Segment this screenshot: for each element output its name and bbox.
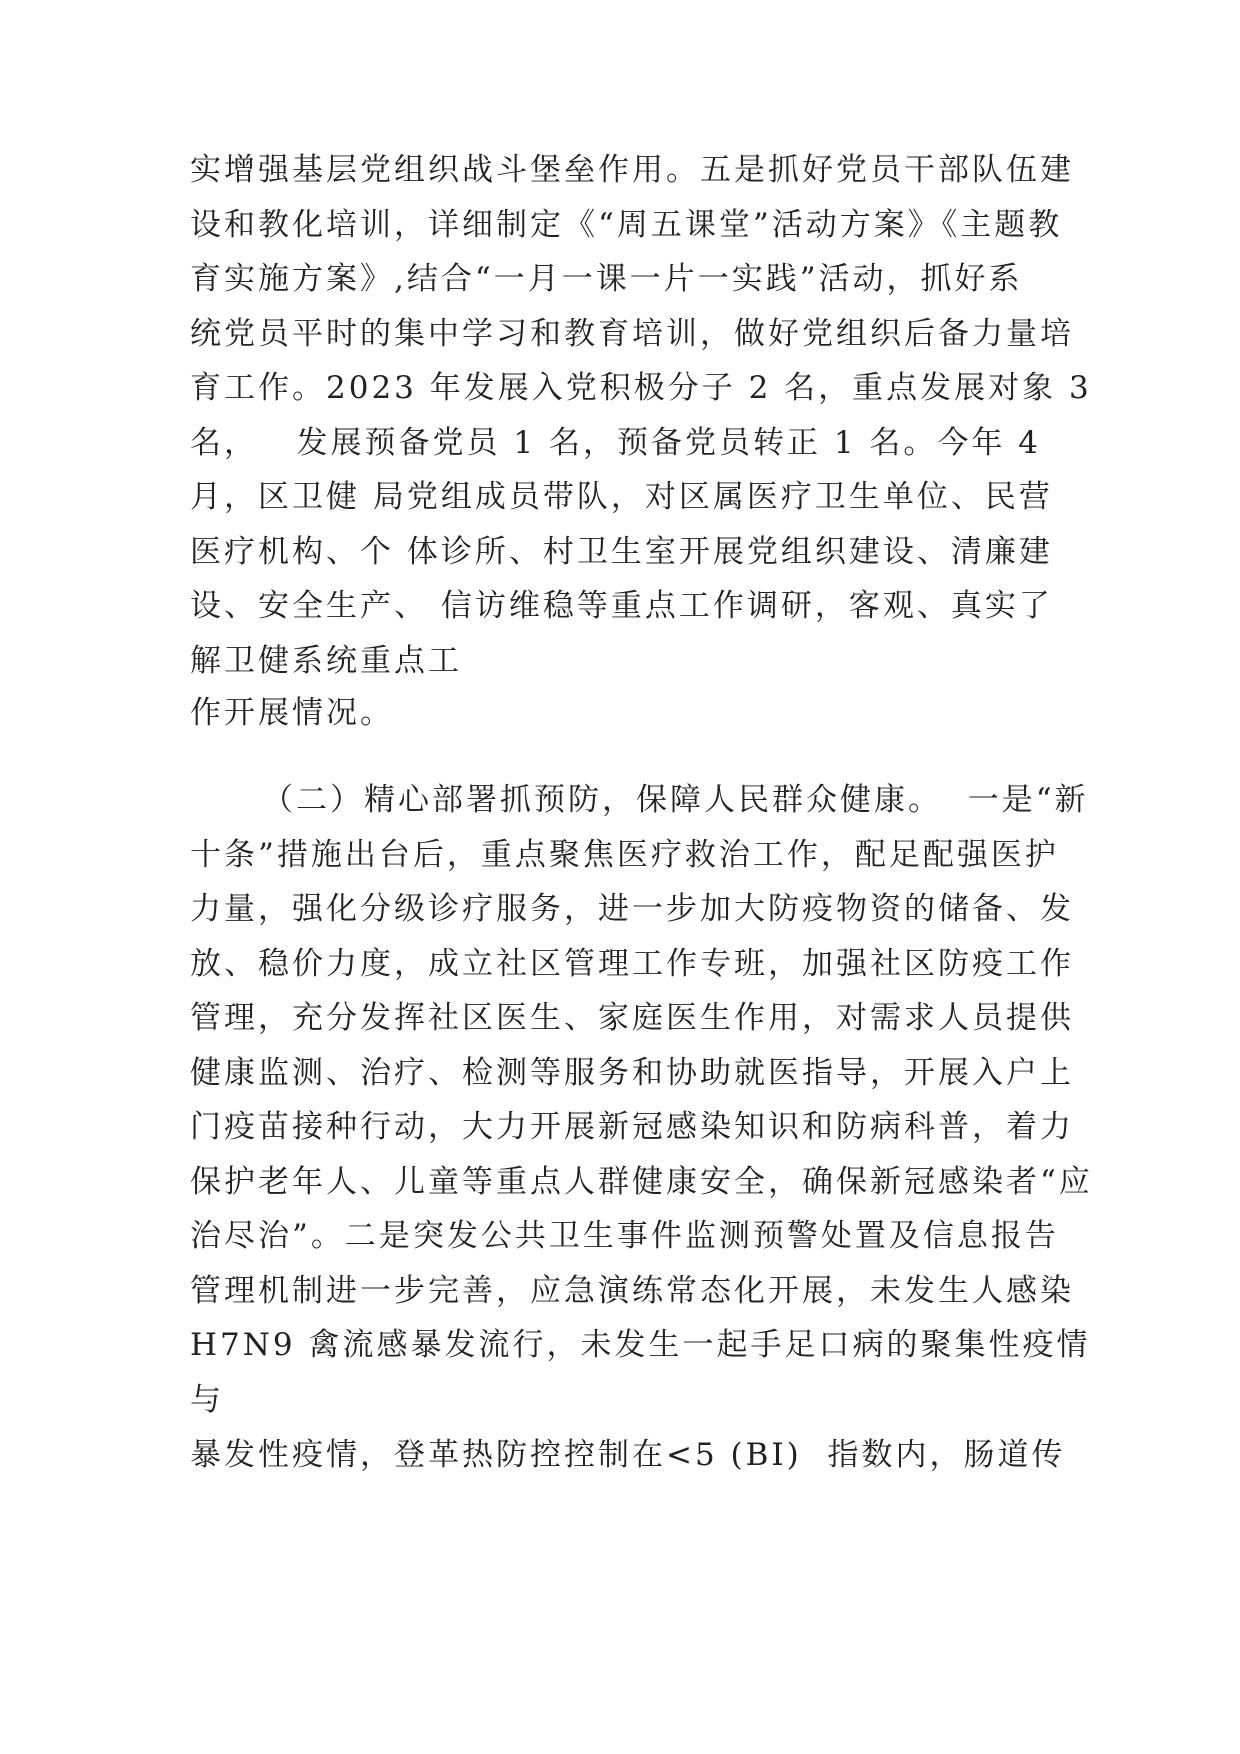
text-line: 健康监测、治疗、检测等服务和协助就医指导，开展入户上 <box>190 1055 1074 1091</box>
text-line: 作开展情况。 <box>190 695 394 731</box>
text-line: 统党员平时的集中学习和教育培训，做好党组织后备力量培 <box>190 316 1074 352</box>
text-line: 医疗机构、个 体诊所、村卫生室开展党组织建设、清廉建 <box>190 534 1053 570</box>
text-line: 月，区卫健 局党组成员带队，对区属医疗卫生单位、民营 <box>190 479 1053 515</box>
text-line: 十条”措施出台后，重点聚焦医疗救治工作，配足配强医护 <box>190 837 1059 873</box>
text-line: 育工作。2023 年发展入党积极分子 2 名，重点发展对象 3 <box>190 370 1092 406</box>
text-line: 管理，充分发挥社区医生、家庭医生作用，对需求人员提供 <box>190 1000 1074 1036</box>
text-line: 力量，强化分级诊疗服务，进一步加大防疫物资的储备、发 <box>190 891 1074 927</box>
text-line: 设、安全生产、 信访维稳等重点工作调研，客观、真实了 <box>190 588 1053 624</box>
section-heading: （二）精心部署抓预防，保障人民群众健康。 一是“新 <box>262 782 1089 818</box>
text-line: 保护老年人、儿童等重点人群健康安全，确保新冠感染者“应 <box>190 1164 1093 1200</box>
text-line: 管理机制进一步完善，应急演练常态化开展，未发生人感染 <box>190 1273 1074 1309</box>
text-line: 设和教化培训，详细制定《“周五课堂”活动方案》《主题教 <box>190 207 1063 243</box>
text-line: 与 <box>190 1382 224 1418</box>
text-line: 名， 发展预备党员 1 名，预备党员转正 1 名。今年 4 <box>190 425 1041 461</box>
text-line: 解卫健系统重点工 <box>190 643 462 679</box>
text-line: H7N9 禽流感暴发流行，未发生一起手足口病的聚集性疫情 <box>190 1327 1091 1363</box>
text-line: 放、稳价力度，成立社区管理工作专班，加强社区防疫工作 <box>190 946 1074 982</box>
text-line: 实增强基层党组织战斗堡垒作用。五是抓好党员干部队伍建 <box>190 152 1074 188</box>
text-line: 门疫苗接种行动，大力开展新冠感染知识和防病科普，着力 <box>190 1109 1074 1145</box>
text-line: 育实施方案》,结合“一月一课一片一实践”活动，抓好系 <box>190 261 1023 297</box>
text-line: 暴发性疫情，登革热防控控制在<5 (BI) 指数内，肠道传 <box>190 1437 1066 1473</box>
text-line: 治尽治”。二是突发公共卫生事件监测预警处置及信息报告 <box>190 1218 1059 1254</box>
